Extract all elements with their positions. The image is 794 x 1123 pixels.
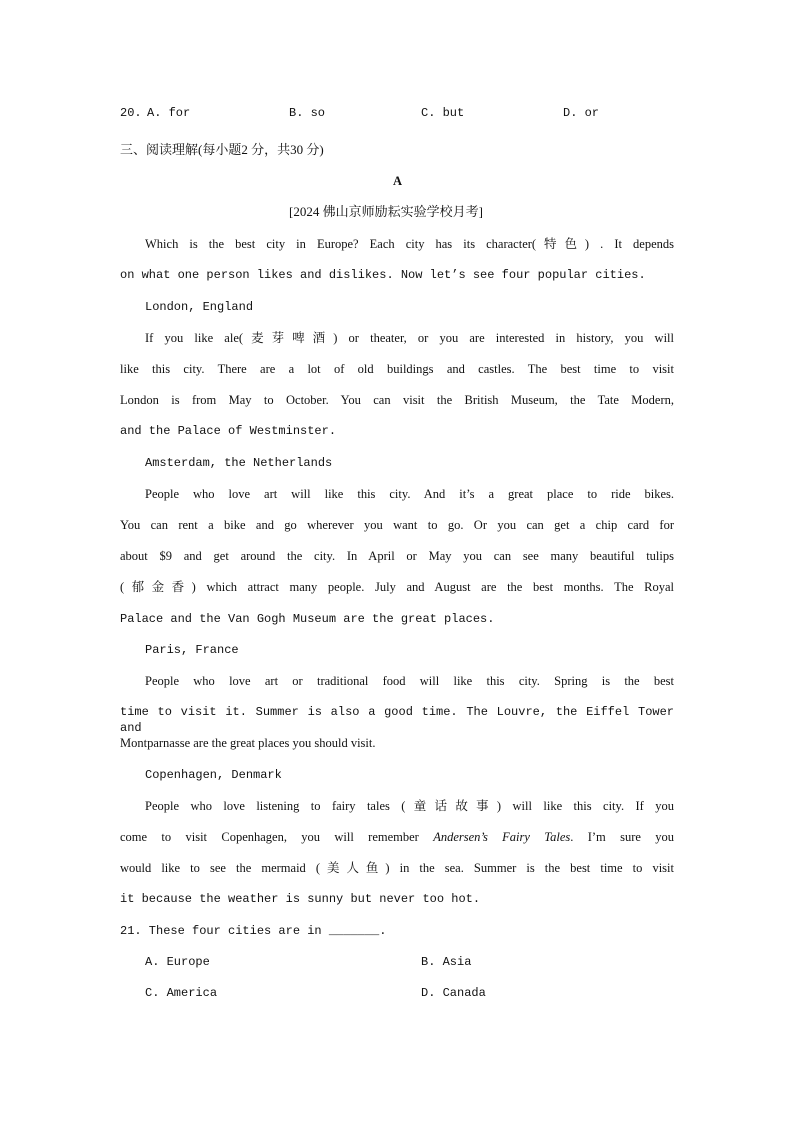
q21-option-b-letter: B. xyxy=(421,955,436,969)
copenhagen-line-2-end: . I’m sure you xyxy=(570,830,675,844)
intro-line-1: Which is the best city in Europe? Each city has its character(特色) . It depends xyxy=(145,237,674,251)
section-heading: 三、阅读理解(每小题2 分，共30 分) xyxy=(120,142,324,157)
q20-option-b-text: so xyxy=(310,106,326,120)
london-line-4: and the Palace of Westminster. xyxy=(120,424,337,438)
amsterdam-line-1: People who love art will like this city. And it’s a great place to ride bikes. xyxy=(145,487,674,501)
paris-title: Paris, France xyxy=(145,643,239,657)
london-line-1: If you like ale(麦芽啤酒) or theater, or you are interested in history, you will xyxy=(145,331,674,345)
q20-option-c-text: but xyxy=(442,106,465,120)
q20-number: 20. xyxy=(120,106,142,120)
q20-option-a xyxy=(147,105,190,121)
copenhagen-line-2-start: come to visit Copenhagen, you will remember xyxy=(120,830,434,844)
amsterdam-line-3: about $9 and get around the city. In April or May you can see many beautiful tulips xyxy=(120,549,674,563)
q21-option-d-letter: D. xyxy=(421,986,436,1000)
q21-option-c-letter: C. xyxy=(145,986,160,1000)
q20-option-b-letter: B. xyxy=(289,106,304,120)
copenhagen-line-3: would like to see the mermaid (美人鱼) in the sea. Summer is the best time to visit xyxy=(120,861,674,875)
q21-option-a xyxy=(145,954,210,970)
paris-line-1: People who love art or traditional food will like this city. Spring is the best xyxy=(145,674,674,688)
passage-label: A xyxy=(393,174,403,188)
q20-option-c-letter: C. xyxy=(421,106,436,120)
amsterdam-line-2: You can rent a bike and go wherever you want to go. Or you can get a chip card for xyxy=(120,518,674,532)
amsterdam-title: Amsterdam, the Netherlands xyxy=(145,456,333,470)
copenhagen-line-2 xyxy=(120,829,674,845)
london-title: London, England xyxy=(145,300,254,314)
q21-option-c xyxy=(145,985,217,1001)
q21-option-b-text: Asia xyxy=(442,955,472,969)
q20-option-a-letter: A. xyxy=(147,106,162,120)
intro-line-2: on what one person likes and dislikes. Now let’s see four popular cities. xyxy=(120,268,646,282)
london-line-3: London is from May to October. You can visit the British Museum, the Tate Modern, xyxy=(120,393,674,407)
q21-option-b xyxy=(421,954,471,970)
paris-line-2: time to visit it. Summer is also a good time. The Louvre, the Eiffel Tower and xyxy=(120,705,674,735)
amsterdam-line-5: Palace and the Van Gogh Museum are the great places. xyxy=(120,612,495,626)
copenhagen-line-1: People who love listening to fairy tales (童话故事) will like this city. If you xyxy=(145,799,674,813)
q20-option-d-text: or xyxy=(584,106,600,120)
london-line-2: like this city. There are a lot of old buildings and castles. The best time to visit xyxy=(120,362,674,376)
copenhagen-line-4: it because the weather is sunny but never too hot. xyxy=(120,892,481,906)
copenhagen-title: Copenhagen, Denmark xyxy=(145,768,282,782)
q21-option-d xyxy=(421,985,486,1001)
q21-option-a-text: Europe xyxy=(166,955,210,969)
q20-option-b xyxy=(289,105,325,121)
q20-option-c xyxy=(421,105,464,121)
passage-source: [2024 佛山京师励耘实验学校月考] xyxy=(289,204,483,219)
q21-option-a-letter: A. xyxy=(145,955,160,969)
q21-option-c-text: America xyxy=(166,986,218,1000)
paris-line-3: Montparnasse are the great places you should visit. xyxy=(120,736,376,750)
book-title: Andersen’s Fairy Tales xyxy=(433,830,571,844)
q21-option-d-text: Canada xyxy=(442,986,486,1000)
amsterdam-line-4: (郁金香) which attract many people. July and August are the best months. The Royal xyxy=(120,580,674,594)
q20-option-d xyxy=(563,105,599,121)
q20-option-a-text: for xyxy=(168,106,191,120)
q20-option-d-letter: D. xyxy=(563,106,578,120)
q21-stem: 21. These four cities are in _______. xyxy=(120,924,387,938)
